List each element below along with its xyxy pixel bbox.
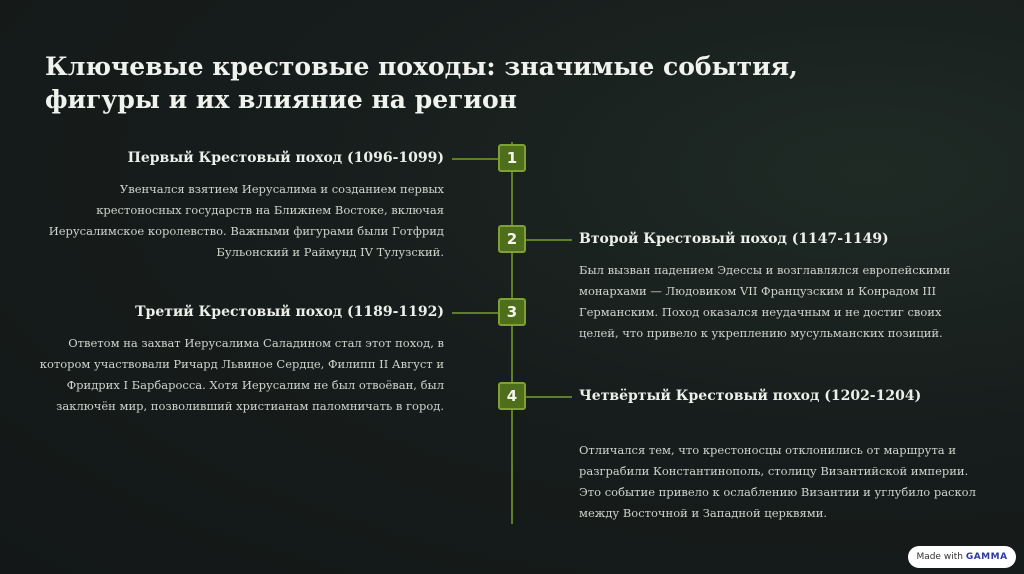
badge-prefix: Made with <box>916 552 963 562</box>
event-4-description: Отличался тем, что крестоносцы отклонились от маршрута и разграбили Константинополь, столицу Византийской империи. Это событие привело к ослаблению Византии и углубило раскол между Восточной и Западной церквями. <box>579 443 976 520</box>
event-2-heading: Второй Крестовый поход (1147-1149) <box>579 231 889 247</box>
timeline-marker-2: 2 <box>498 225 526 253</box>
timeline-connector <box>452 312 498 314</box>
event-2-description: Был вызван падением Эдессы и возглавлялся европейскими монархами — Людовиком VII Французским и Конрадом III Германским. Поход оказался неудачным и не достиг своих целей, что привело к укреплению мусульманских позиций. <box>579 263 951 340</box>
event-3-heading: Третий Крестовый поход (1189-1192) <box>135 304 444 320</box>
timeline-connector <box>526 396 572 398</box>
gamma-logo: GAMMA <box>965 552 1008 562</box>
timeline-marker-4: 4 <box>498 382 526 410</box>
page-title: Ключевые крестовые походы: значимые события, фигуры и их влияние на регион <box>45 52 798 114</box>
event-4-heading: Четвёртый Крестовый поход (1202-1204) <box>579 388 922 404</box>
event-3-description: Ответом на захват Иерусалима Саладином стал этот поход, в котором участвовали Ричард Львиное Сердце, Филипп II Август и Фридрих I Барбаросса. Хотя Иерусалим не был отвоёван, был заключён мир, позволивший христианам паломничать в город. <box>39 336 444 413</box>
timeline-line <box>511 142 513 524</box>
timeline-connector <box>452 158 498 160</box>
timeline-marker-3: 3 <box>498 298 526 326</box>
timeline-connector <box>526 239 572 241</box>
event-1-heading: Первый Крестовый поход (1096-1099) <box>127 150 444 166</box>
event-1-description: Увенчался взятием Иерусалима и созданием первых крестоносных государств на Ближнем Востоке, включая Иерусалимское королевство. Важными фигурами были Готфрид Бульонский и Раймунд IV Тулузский. <box>48 182 444 259</box>
timeline-marker-1: 1 <box>498 144 526 172</box>
made-with-gamma-badge[interactable] <box>908 546 1016 568</box>
